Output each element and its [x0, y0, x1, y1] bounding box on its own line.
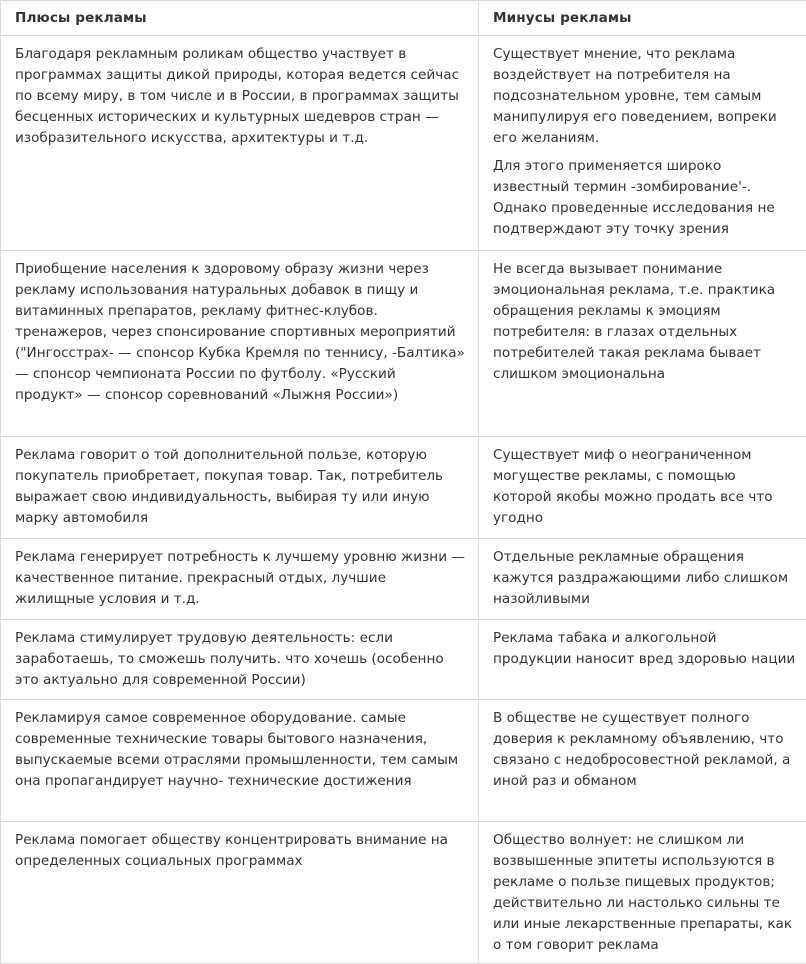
cons-text: Не всегда вызывает понимание эмоциональная реклама, т.е. практика обращения рекламы к эмоциям потребителя: в глазах отдельных потребителей такая реклама бывает слишком эмоциональна: [493, 259, 796, 385]
table-row: [1, 700, 806, 822]
pros-cell: [1, 620, 479, 700]
cons-cell: [479, 700, 806, 822]
cons-text: Существует мнение, что реклама воздействует на потребителя на подсознательном уровне, тем самым манипулируя его поведением, вопреки его желаниям.: [493, 44, 796, 149]
cons-text: Общество волнует: не слишком ли возвышенные эпитеты используются в рекламе о пользе пищевых продуктов; действительно ли настолько сильны те или иные лекарственные препараты, как о том говорит реклама: [493, 830, 796, 956]
pros-cell: [1, 539, 479, 620]
pros-cell: [1, 822, 479, 964]
pros-text: Рекламируя самое современное оборудование. самые современные технические товары бытового назначения, выпускаемые всеми отраслями промышленности, тем самым она пропагандирует научно- технические достижения: [15, 708, 466, 792]
pros-text: Реклама говорит о той дополнительной пользе, которую покупатель приобретает, покупая товар. Так, потребитель выражает свою индивидуальность, выбирая ту или иную марку автомобиля: [15, 445, 466, 529]
pros-text: Реклама генерирует потребность к лучшему уровню жизни — качественное питание. прекрасный отдых, лучшие жилищные условия и т.д.: [15, 547, 466, 610]
cons-text: Существует миф о неограниченном могуществе рекламы, с помощью которой якобы можно продать все что угодно: [493, 445, 796, 529]
table-row: [1, 620, 806, 700]
table-row: [1, 822, 806, 964]
table-header: [1, 1, 806, 36]
header-row: [1, 1, 806, 36]
cons-text: Реклама табака и алкогольной продукции наносит вред здоровью нации: [493, 628, 796, 670]
table-row: [1, 36, 806, 251]
table-body: [1, 36, 806, 964]
table-row: [1, 437, 806, 539]
table-row: [1, 251, 806, 437]
pros-cell: [1, 36, 479, 251]
pros-text: Приобщение населения к здоровому образу жизни через рекламу использования натуральных добавок в пищу и витаминных препаратов, рекламу фитнес-клубов. тренажеров, через спонсирование спортивных мероприятий ("Ингосстрах- — спонсор Кубка Кремля по теннису, -Балтика» — спонсор чемпионата России по футболу. «Русский продукт» — спонсор соревнований «Лыжня России»): [15, 259, 466, 406]
cons-cell: [479, 822, 806, 964]
cons-cell: [479, 539, 806, 620]
pros-cell: [1, 700, 479, 822]
header-cons: Минусы рекламы: [479, 1, 806, 36]
pros-text: Благодаря рекламным роликам общество участвует в программах защиты дикой природы, которая ведется сейчас по всему миру, в том числе и в России, в программах защиты бесценных исторических и культурных шедевров стран — изобразительного искусства, архитектуры и т.д.: [15, 44, 466, 149]
cons-cell: [479, 36, 806, 251]
cons-text-extra: Для этого применяется широко известный термин -зомбирование'-. Однако проведенные исследования не подтверждают эту точку зрения: [493, 156, 796, 240]
cons-cell: [479, 437, 806, 539]
table-row: [1, 539, 806, 620]
pros-cell: [1, 251, 479, 437]
pros-cell: [1, 437, 479, 539]
cons-text: Отдельные рекламные обращения кажутся раздражающими либо слишком назойливыми: [493, 547, 796, 610]
cons-cell: [479, 620, 806, 700]
cons-text: В обществе не существует полного доверия к рекламному объявлению, что связано с недобросовестной рекламой, а иной раз и обманом: [493, 708, 796, 792]
pros-text: Реклама стимулирует трудовую деятельность: если заработаешь, то сможешь получить. что хочешь (особенно это актуально для современной России): [15, 628, 466, 691]
header-pros: Плюсы рекламы: [1, 1, 479, 36]
cons-cell: [479, 251, 806, 437]
pros-text: Реклама помогает обществу концентрировать внимание на определенных социальных программах: [15, 830, 466, 872]
